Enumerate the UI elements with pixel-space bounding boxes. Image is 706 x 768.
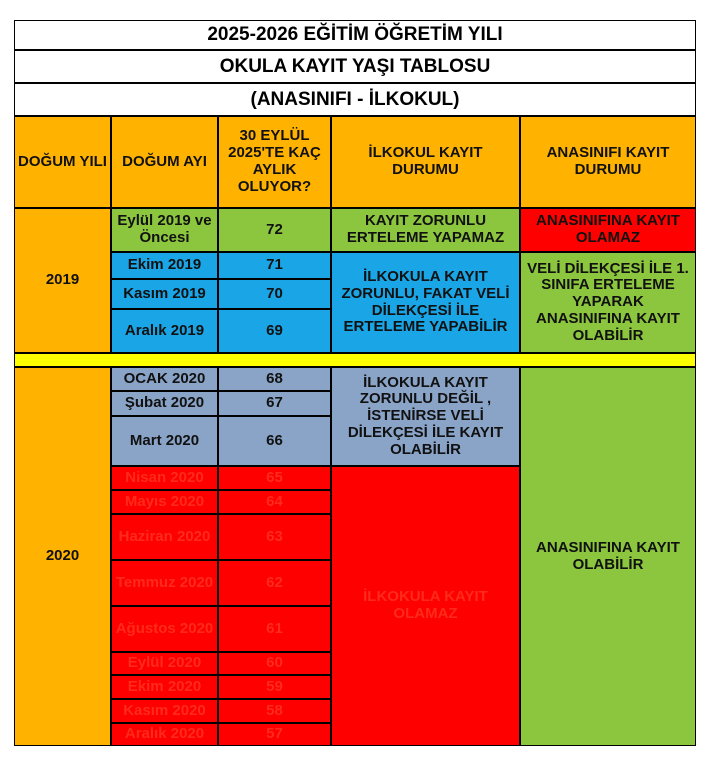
age-cell: 60 [218,652,331,675]
year-2019: 2019 [14,208,111,353]
primary-status-not-allowed: İLKOKULA KAYIT OLAMAZ [331,466,520,746]
age-cell: 61 [218,606,331,652]
age-cell: 69 [218,309,331,353]
month-cell: Haziran 2020 [111,514,218,560]
age-cell: 72 [218,208,331,252]
age-cell: 70 [218,279,331,309]
registration-age-table [14,20,696,746]
primary-status-mandatory: KAYIT ZORUNLU ERTELEME YAPAMAZ [331,208,520,252]
age-cell: 71 [218,252,331,279]
year-2020: 2020 [14,367,111,746]
month-cell: OCAK 2020 [111,367,218,391]
month-cell: Kasım 2020 [111,699,218,723]
header-age-months: 30 EYLÜL 2025'TE KAÇ AYLIK OLUYOR? [218,116,331,208]
month-cell: Aralık 2019 [111,309,218,353]
table-title-scope: (ANASINIFI - İLKOKUL) [14,83,696,116]
primary-status-optional: İLKOKULA KAYIT ZORUNLU DEĞİL , İSTENİRSE VELİ DİLEKÇESİ İLE KAYIT OLABİLİR [331,367,520,466]
primary-status-mandatory-defer: İLKOKULA KAYIT ZORUNLU, FAKAT VELİ DİLEKÇESİ İLE ERTELEME YAPABİLİR [331,252,520,353]
age-cell: 65 [218,466,331,490]
kinder-status-with-petition: VELİ DİLEKÇESİ İLE 1. SINIFA ERTELEME YAPARAK ANASINIFINA KAYIT OLABİLİR [520,252,696,353]
month-cell: Temmuz 2020 [111,560,218,606]
month-cell: Şubat 2020 [111,391,218,416]
header-primary-status: İLKOKUL KAYIT DURUMU [331,116,520,208]
month-cell: Ağustos 2020 [111,606,218,652]
age-cell: 64 [218,490,331,514]
month-cell: Mart 2020 [111,416,218,466]
month-cell: Eylül 2019 ve Öncesi [111,208,218,252]
age-cell: 62 [218,560,331,606]
month-cell: Ekim 2019 [111,252,218,279]
month-cell: Kasım 2019 [111,279,218,309]
month-cell: Ekim 2020 [111,675,218,699]
year-separator [14,353,696,367]
age-cell: 68 [218,367,331,391]
table-title-name: OKULA KAYIT YAŞI TABLOSU [14,50,696,83]
age-cell: 57 [218,723,331,746]
header-kinder-status: ANASINIFI KAYIT DURUMU [520,116,696,208]
age-cell: 67 [218,391,331,416]
age-cell: 63 [218,514,331,560]
header-birth-month: DOĞUM AYI [111,116,218,208]
month-cell: Nisan 2020 [111,466,218,490]
month-cell: Mayıs 2020 [111,490,218,514]
header-birth-year: DOĞUM YILI [14,116,111,208]
table-title-year: 2025-2026 EĞİTİM ÖĞRETİM YILI [14,20,696,50]
month-cell: Aralık 2020 [111,723,218,746]
kinder-status-not-allowed: ANASINIFINA KAYIT OLAMAZ [520,208,696,252]
kinder-status-allowed: ANASINIFINA KAYIT OLABİLİR [520,367,696,746]
age-cell: 66 [218,416,331,466]
month-cell: Eylül 2020 [111,652,218,675]
age-cell: 59 [218,675,331,699]
age-cell: 58 [218,699,331,723]
